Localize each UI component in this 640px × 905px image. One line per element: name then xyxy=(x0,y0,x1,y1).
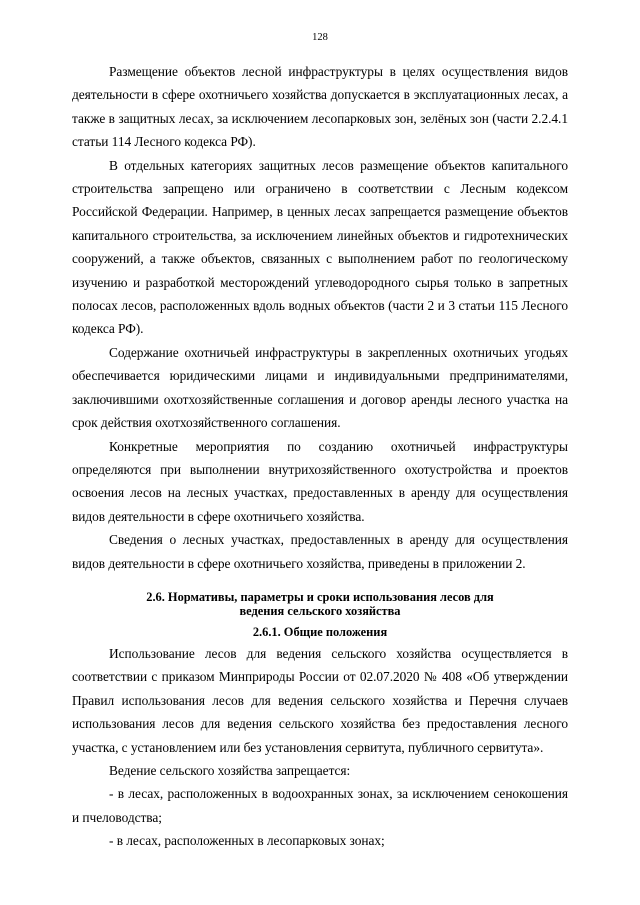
paragraph: Размещение объектов лесной инфраструктуры в целях осуществления видов деятельности в сфере охотничьего хозяйства допускается в эксплуатационных лесах, а также в защитных лесах, за исключением лесопарковых зон, зелёных зон (части 2.2.4.1 статьи 114 Лесного кодекса РФ). xyxy=(72,64,568,150)
paragraph: Конкретные мероприятия по созданию охотничьей инфраструктуры определяются при выполнении внутрихозяйственного охотустройства и проектов освоения лесов на лесных участках, предоставленных в аренду для осуществления видов деятельности в сфере охотничьего хозяйства. xyxy=(72,438,568,524)
page-number: 128 xyxy=(312,32,328,43)
paragraph: В отдельных категориях защитных лесов размещение объектов капитального строительства запрещено или ограничено в соответствии с Лесным кодексом Российской Федерации. Например, в ценных лесах запрещается размещение объектов капитального строительства, за исключением линейных объектов и гидротехнических сооружений, а также объектов, связанных с выполнением работ по геологическому изучению и разработкой месторождений углеводородного сырья только в запретных полосах лесов, расположенных вдоль водных объектов (части 2 и 3 статьи 115 Лесного кодекса РФ). xyxy=(72,157,568,337)
paragraph: Сведения о лесных участках, предоставленных в аренду для осуществления видов деятельности в сфере охотничьего хозяйства, приведены в приложении 2. xyxy=(72,532,568,571)
paragraph: Содержание охотничьей инфраструктуры в закрепленных охотничьих угодьях обеспечивается юридическими лицами и индивидуальными предпринимателями, заключившими охотхозяйственные соглашения и договор аренды лесного участка на срок действия охотхозяйственного соглашения. xyxy=(72,344,568,431)
list-item: - в лесах, расположенных в лесопарковых зонах; xyxy=(109,833,385,849)
paragraph: Ведение сельского хозяйства запрещается: xyxy=(109,762,351,778)
list-item: - в лесах, расположенных в водоохранных зонах, за исключением сенокошения и пчеловодства; xyxy=(72,786,568,825)
subsection-heading: 2.6.1. Общие положения xyxy=(252,624,388,639)
paragraph: Использование лесов для ведения сельского хозяйства осуществляется в соответствии с приказом Минприроды России от 02.07.2020 № 408 «Об утверждении Правил использования лесов для ведения сельского хозяйства и Перечня случаев использования лесов для ведения сельского хозяйства без предоставления лесного участка, с установлением или без установления сервитута, публичного сервитута». xyxy=(72,645,568,755)
section-heading xyxy=(72,590,568,618)
section-heading-line: ведения сельского хозяйства xyxy=(239,603,401,618)
page-content xyxy=(72,60,568,853)
section-heading-line: 2.6. Нормативы, параметры и сроки использования лесов для xyxy=(146,589,494,604)
